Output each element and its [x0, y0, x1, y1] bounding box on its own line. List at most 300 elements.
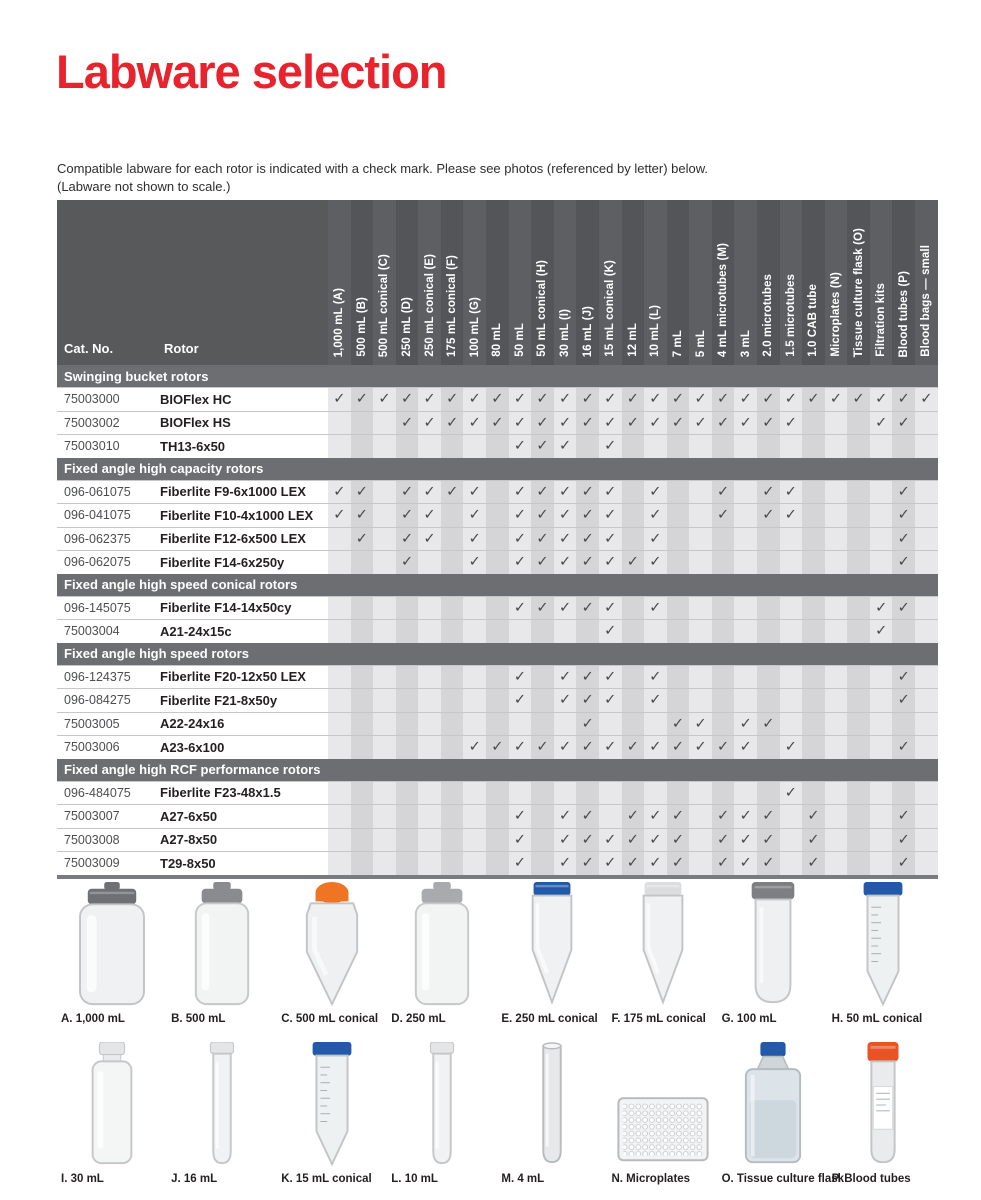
check-cell [441, 782, 464, 805]
check-cell [328, 736, 351, 759]
check-icon: ✓ [762, 414, 775, 431]
check-cell [802, 435, 825, 458]
check-cell [689, 551, 712, 574]
check-cell [667, 689, 690, 712]
cat-no-cell: 75003008 [64, 832, 120, 847]
check-cell [712, 782, 735, 805]
check-icon: ✓ [762, 831, 775, 848]
check-cell [463, 412, 486, 435]
check-cell [757, 689, 780, 712]
check-cell [441, 435, 464, 458]
check-icon: ✓ [513, 808, 526, 824]
check-cell [418, 435, 441, 458]
check-cell [734, 782, 757, 805]
photo-caption: C. 500 mL conical [281, 1013, 379, 1025]
check-cell [351, 713, 374, 736]
check-cell [531, 551, 554, 574]
check-cell [892, 620, 915, 643]
check-cell [418, 689, 441, 712]
labware-photo [277, 880, 387, 1025]
check-cell [892, 597, 915, 620]
check-cell [531, 805, 554, 828]
check-cell [892, 528, 915, 551]
check-cell [892, 736, 915, 759]
check-icon: ✓ [897, 739, 910, 755]
check-icon: ✓ [581, 739, 594, 755]
check-cell [802, 412, 825, 435]
check-icon: ✓ [671, 391, 685, 407]
check-cell [644, 829, 667, 852]
check-cell [892, 388, 915, 411]
check-cell [689, 666, 712, 689]
check-cell [757, 504, 780, 527]
check-cell [441, 504, 464, 527]
check-cell [847, 412, 870, 435]
bottle-wide-icon [62, 882, 162, 1008]
check-cell [644, 504, 667, 527]
check-cell [780, 435, 803, 458]
check-cell [509, 713, 532, 736]
cat-no-header-label: Cat. No. [64, 341, 114, 356]
check-cell [509, 782, 532, 805]
photo-caption: K. 15 mL conical [281, 1173, 372, 1185]
check-icon: ✓ [558, 599, 572, 616]
check-cell [576, 782, 599, 805]
column-header [599, 200, 622, 365]
check-cell [780, 412, 803, 435]
table-row [57, 712, 938, 736]
check-cell [351, 666, 374, 689]
check-cell [531, 829, 554, 852]
check-cell [373, 666, 396, 689]
check-icon: ✓ [581, 855, 594, 871]
check-cell [373, 388, 396, 411]
check-cell [712, 689, 735, 712]
labware-photo [387, 1040, 497, 1185]
check-cell [576, 620, 599, 643]
check-cell [441, 689, 464, 712]
check-cell [554, 528, 577, 551]
table-row [57, 596, 938, 620]
check-cell [599, 736, 622, 759]
check-cell [486, 388, 509, 411]
check-cell [915, 597, 938, 620]
check-cell [712, 620, 735, 643]
check-icon: ✓ [558, 692, 572, 708]
column-header [486, 200, 509, 365]
check-cell [892, 829, 915, 852]
check-cell [802, 736, 825, 759]
check-cell [892, 805, 915, 828]
check-icon: ✓ [604, 599, 617, 616]
check-cell [847, 736, 870, 759]
check-icon: ✓ [355, 530, 368, 547]
check-cell [509, 666, 532, 689]
check-cell [667, 805, 690, 828]
check-icon: ✓ [468, 739, 481, 755]
column-header-label: Filtration kits [875, 283, 888, 357]
check-icon: ✓ [807, 831, 820, 848]
bottle-small-icon [62, 1042, 162, 1168]
check-cell [847, 713, 870, 736]
check-cell [780, 736, 803, 759]
check-cell [328, 388, 351, 411]
check-cell [825, 504, 848, 527]
check-cell [554, 805, 577, 828]
check-icon: ✓ [829, 391, 843, 407]
check-cell [915, 713, 938, 736]
check-cell [396, 528, 419, 551]
check-icon: ✓ [558, 391, 572, 407]
check-cell [441, 388, 464, 411]
check-cell [396, 481, 419, 504]
check-icon: ✓ [536, 391, 549, 407]
check-cell [509, 435, 532, 458]
labware-photo [167, 880, 277, 1025]
check-icon: ✓ [446, 483, 459, 500]
column-header-label: 1.0 CAB tube [807, 284, 820, 357]
rotor-name-cell: Fiberlite F20-12x50 LEX [160, 669, 306, 685]
check-cell [780, 597, 803, 620]
check-cell [734, 504, 757, 527]
column-header [509, 200, 532, 365]
check-icon: ✓ [468, 530, 481, 547]
check-cell [463, 597, 486, 620]
check-cell [802, 528, 825, 551]
check-cell [486, 551, 509, 574]
check-cell [463, 528, 486, 551]
check-icon: ✓ [739, 715, 752, 732]
labware-image [828, 880, 938, 1008]
check-icon: ✓ [717, 831, 730, 848]
labware-photo [718, 880, 828, 1025]
check-icon: ✓ [536, 414, 549, 431]
check-icon: ✓ [536, 739, 549, 755]
check-cell [734, 388, 757, 411]
column-header [847, 200, 870, 365]
check-cell [757, 805, 780, 828]
check-icon: ✓ [400, 554, 414, 570]
check-cell [576, 528, 599, 551]
check-cell [599, 528, 622, 551]
check-cell [847, 666, 870, 689]
check-icon: ✓ [604, 391, 617, 407]
check-icon: ✓ [626, 414, 639, 431]
check-cell [509, 597, 532, 620]
table-row [57, 735, 938, 759]
table-row [57, 688, 938, 712]
column-header-label: 30 mL (I) [559, 309, 572, 357]
check-icon: ✓ [852, 391, 865, 407]
column-header-label: 250 mL (D) [401, 297, 414, 357]
check-icon: ✓ [604, 507, 617, 523]
column-header-label: 7 mL [671, 329, 684, 357]
check-cell [463, 736, 486, 759]
tube-conical-icon [282, 1042, 382, 1168]
table-header [57, 200, 938, 365]
check-cell [847, 597, 870, 620]
check-cell [734, 805, 757, 828]
check-cell [351, 528, 374, 551]
check-cell [802, 829, 825, 852]
cat-no-cell: 75003004 [64, 624, 120, 639]
check-cell [599, 388, 622, 411]
check-cell [892, 852, 915, 875]
check-cell [351, 388, 374, 411]
check-cell [825, 388, 848, 411]
check-cell [622, 504, 645, 527]
rotor-name-cell: Fiberlite F10-4x1000 LEX [160, 507, 314, 523]
check-cell [847, 689, 870, 712]
check-icon: ✓ [717, 808, 730, 824]
table-row [57, 480, 938, 504]
check-cell [396, 412, 419, 435]
labware-photo [277, 1040, 387, 1185]
tube-round-icon [723, 882, 823, 1008]
check-icon: ✓ [671, 414, 685, 431]
check-cell [689, 597, 712, 620]
check-icon: ✓ [333, 391, 346, 407]
cat-no-cell: 75003005 [64, 716, 120, 731]
check-cell [328, 666, 351, 689]
check-icon: ✓ [717, 483, 730, 500]
column-header-label: Microplates (N) [830, 272, 842, 357]
check-cell [599, 551, 622, 574]
check-cell [780, 388, 803, 411]
check-icon: ✓ [558, 530, 572, 547]
microplate-icon [613, 1042, 713, 1168]
check-cell [599, 713, 622, 736]
check-cell [441, 713, 464, 736]
check-cell [689, 736, 712, 759]
check-cell [644, 852, 667, 875]
check-cell [463, 481, 486, 504]
check-cell [554, 388, 577, 411]
check-cell [441, 597, 464, 620]
check-cell [667, 481, 690, 504]
check-cell [644, 528, 667, 551]
check-cell [554, 412, 577, 435]
check-cell [802, 782, 825, 805]
check-cell [712, 597, 735, 620]
check-cell [418, 412, 441, 435]
labware-photo [167, 1040, 277, 1185]
photo-caption: F. 175 mL conical [611, 1013, 706, 1025]
check-cell [870, 412, 893, 435]
labware-image [387, 880, 497, 1008]
rotor-name-cell: A21-24x15c [160, 623, 232, 639]
check-cell [667, 551, 690, 574]
check-icon: ✓ [807, 808, 820, 824]
check-icon: ✓ [739, 391, 752, 407]
rotor-name-cell: Fiberlite F12-6x500 LEX [160, 531, 306, 547]
check-cell [351, 620, 374, 643]
check-cell [667, 435, 690, 458]
check-cell [554, 736, 577, 759]
intro-line-1: Compatible labware for each rotor is indicated with a check mark. Please see photos (referenced by letter) below. [57, 161, 709, 176]
check-cell [734, 689, 757, 712]
column-header-label: 1.5 microtubes [784, 274, 797, 357]
check-cell [667, 412, 690, 435]
check-icon: ✓ [649, 554, 662, 570]
check-cell [644, 435, 667, 458]
check-cell [667, 736, 690, 759]
check-icon: ✓ [400, 483, 414, 500]
check-cell [554, 713, 577, 736]
check-cell [712, 829, 735, 852]
check-cell [712, 736, 735, 759]
rotor-name-cell: Fiberlite F14-14x50cy [160, 600, 292, 616]
check-icon: ✓ [626, 831, 639, 848]
check-cell [554, 829, 577, 852]
check-icon: ✓ [333, 483, 346, 500]
check-icon: ✓ [604, 668, 617, 685]
check-cell [734, 852, 757, 875]
check-icon: ✓ [558, 483, 572, 500]
check-icon: ✓ [694, 414, 707, 431]
check-icon: ✓ [694, 739, 707, 755]
check-icon: ✓ [513, 599, 526, 616]
check-cell [576, 412, 599, 435]
check-icon: ✓ [920, 391, 933, 407]
column-header-label: 50 mL [513, 323, 526, 357]
column-header [870, 200, 893, 365]
check-cell [486, 412, 509, 435]
check-cell [531, 689, 554, 712]
check-cell [622, 852, 645, 875]
check-cell [554, 481, 577, 504]
check-cell [396, 504, 419, 527]
check-cell [825, 736, 848, 759]
check-icon: ✓ [784, 507, 797, 523]
check-cell [486, 528, 509, 551]
check-cell [780, 620, 803, 643]
check-cell [486, 504, 509, 527]
photo-row-2 [57, 1040, 938, 1185]
column-header [463, 200, 486, 365]
check-cell [463, 620, 486, 643]
check-cell [644, 388, 667, 411]
table-body [57, 365, 938, 875]
flask-icon [723, 1042, 823, 1168]
column-header [892, 200, 915, 365]
check-icon: ✓ [649, 483, 662, 500]
check-cell [870, 805, 893, 828]
check-cell [734, 666, 757, 689]
check-icon: ✓ [897, 554, 910, 570]
check-cell [463, 666, 486, 689]
check-cell [531, 481, 554, 504]
check-cell [351, 412, 374, 435]
check-cell [780, 551, 803, 574]
check-icon: ✓ [513, 554, 526, 570]
column-header-label: 500 mL conical (C) [378, 253, 391, 357]
check-icon: ✓ [762, 391, 775, 407]
cat-no-cell: 096-145075 [64, 600, 131, 615]
photo-caption: M. 4 mL [501, 1173, 545, 1185]
labware-photo [607, 1040, 717, 1185]
check-cell [328, 597, 351, 620]
labware-table [57, 200, 938, 879]
check-cell [712, 713, 735, 736]
conical-lg-icon [613, 882, 713, 1008]
check-icon: ✓ [897, 692, 910, 708]
cat-no-cell: 75003000 [64, 392, 120, 407]
check-cell [351, 805, 374, 828]
check-cell [915, 412, 938, 435]
check-icon: ✓ [400, 507, 414, 523]
photo-caption: O. Tissue culture flask [721, 1173, 845, 1185]
check-cell [870, 666, 893, 689]
check-cell [576, 481, 599, 504]
check-cell [622, 689, 645, 712]
check-icon: ✓ [897, 599, 910, 616]
check-cell [396, 597, 419, 620]
check-icon: ✓ [423, 414, 436, 431]
column-header [328, 200, 351, 365]
check-cell [396, 782, 419, 805]
check-cell [689, 782, 712, 805]
check-cell [622, 412, 645, 435]
check-icon: ✓ [604, 530, 617, 547]
check-cell [915, 782, 938, 805]
check-cell [780, 481, 803, 504]
check-cell [373, 620, 396, 643]
photo-caption: P. Blood tubes [831, 1173, 911, 1185]
check-cell [486, 713, 509, 736]
photo-caption: D. 250 mL [391, 1013, 446, 1025]
check-cell [915, 504, 938, 527]
check-cell [757, 412, 780, 435]
check-icon: ✓ [739, 808, 752, 824]
check-cell [667, 829, 690, 852]
check-cell [554, 435, 577, 458]
check-icon: ✓ [581, 483, 594, 500]
check-cell [825, 829, 848, 852]
check-cell [441, 666, 464, 689]
column-header-label: 50 mL conical (H) [536, 260, 549, 357]
cat-no-cell: 096-061075 [64, 484, 131, 499]
check-cell [915, 689, 938, 712]
check-cell [689, 829, 712, 852]
column-header [734, 200, 757, 365]
check-cell [576, 504, 599, 527]
check-icon: ✓ [784, 784, 797, 801]
check-cell [441, 620, 464, 643]
blood-tube-icon [833, 1042, 933, 1168]
check-cell [870, 852, 893, 875]
cat-no-cell: 75003009 [64, 856, 120, 871]
check-cell [825, 689, 848, 712]
column-header [689, 200, 712, 365]
check-cell [599, 435, 622, 458]
check-cell [576, 805, 599, 828]
check-cell [486, 666, 509, 689]
labware-photo [828, 1040, 938, 1185]
photo-caption: A. 1,000 mL [61, 1013, 125, 1025]
check-icon: ✓ [649, 530, 662, 547]
bottle-conical-icon [282, 882, 382, 1008]
conical-lg-icon [502, 882, 602, 1008]
check-cell [757, 551, 780, 574]
check-cell [463, 689, 486, 712]
check-cell [576, 736, 599, 759]
column-header [667, 200, 690, 365]
check-cell [531, 736, 554, 759]
check-cell [780, 805, 803, 828]
check-cell [486, 782, 509, 805]
section-banner: Swinging bucket rotors [57, 365, 938, 387]
